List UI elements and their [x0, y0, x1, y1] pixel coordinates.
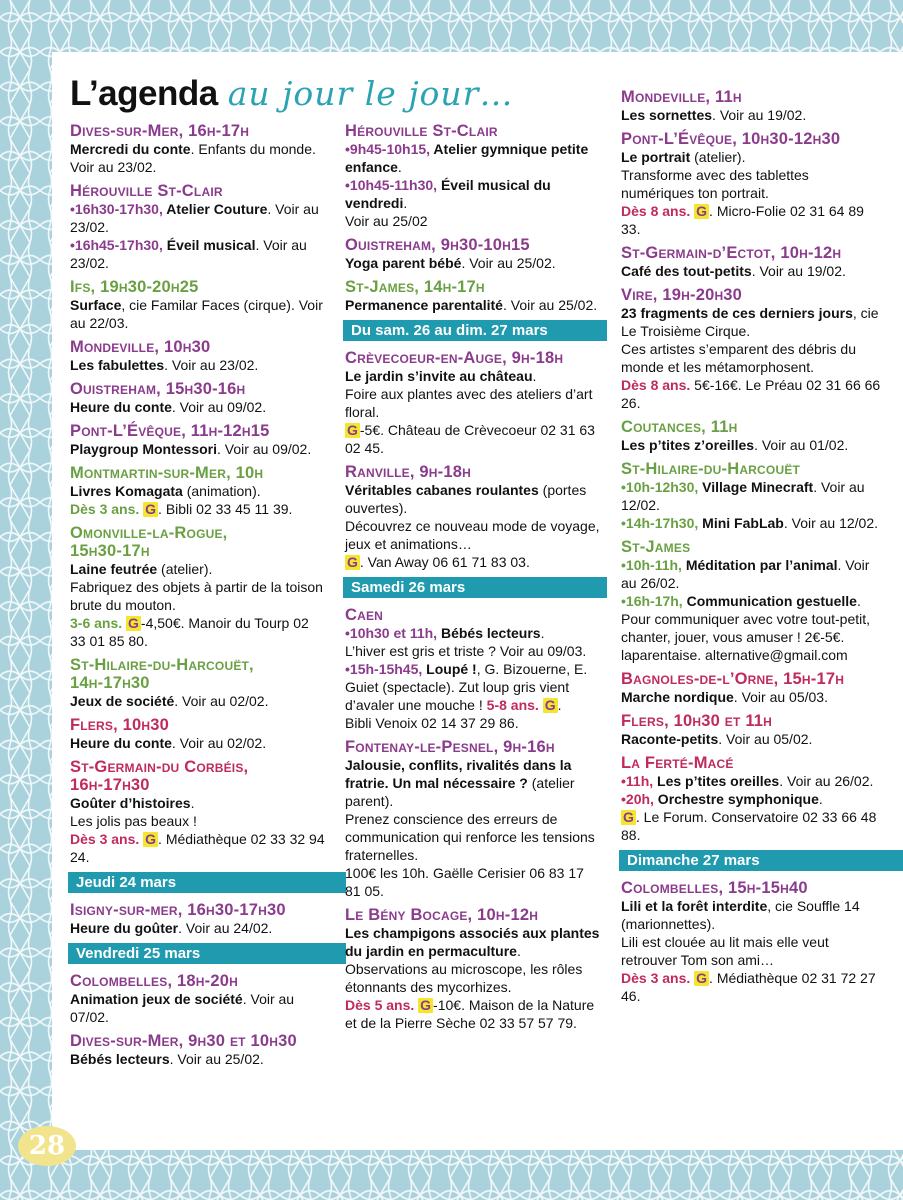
event-text: Playgroup Montessori. Voir au 09/02. [70, 441, 312, 457]
event-heading: Ouistreham, 15h30-16h [70, 380, 246, 398]
event-heading: Bagnoles-de-l’Orne, 15h-17h [621, 670, 845, 688]
event-entry [70, 901, 328, 937]
column-3 [621, 88, 885, 1011]
event-text: Bébés lecteurs. Voir au 25/02. [70, 1051, 264, 1067]
free-badge: G [347, 554, 358, 570]
event-heading: Ouistreham, 9h30-10h15 [345, 236, 530, 254]
event-heading: Ifs, 19h30-20h25 [70, 278, 199, 296]
event-heading: St-Germain-d’Ectot, 10h-12h [621, 244, 842, 262]
event-entry [345, 606, 603, 732]
event-entry [621, 88, 885, 124]
event-entry [621, 538, 885, 664]
event-heading: Montmartin-sur-Mer, 10h [70, 464, 264, 482]
event-text: Découvrez ce nouveau mode de voyage, jeux et animations… [345, 518, 600, 552]
event-heading: Colombelles, 18h-20h [70, 972, 238, 990]
event-text: Transforme avec des tablettes numériques ton portrait. [621, 167, 809, 201]
event-entry [621, 130, 885, 238]
event-text: Heure du conte. Voir au 02/02. [70, 735, 267, 751]
event-entry [345, 906, 603, 1032]
event-entry [621, 286, 885, 412]
event-entry [621, 418, 885, 454]
event-heading: Isigny-sur-mer, 16h30-17h30 [70, 901, 286, 919]
event-heading: 16h-17h30 [70, 776, 150, 794]
event-text: Livres Komagata (animation). [70, 483, 261, 499]
event-info: Dès 8 ans. 5€-16€. Le Préau 02 31 66 66 26. [621, 377, 881, 411]
event-text: Lili et la forêt interdite, cie Souffle 14 (marionnettes). [621, 898, 860, 932]
event-entry [621, 460, 885, 532]
event-text: •16h30-17h30, Atelier Couture. Voir au 23/02. [70, 201, 319, 235]
event-text: 23 fragments de ces derniers jours, cie Le Troisième Cirque. [621, 305, 879, 339]
event-heading: Coutances, 11h [621, 418, 738, 436]
event-text: Voir au 25/02 [345, 213, 428, 229]
free-badge: G [145, 831, 157, 847]
event-entry [70, 278, 328, 332]
date-band: Samedi 26 mars [343, 577, 607, 598]
event-entry [70, 524, 328, 650]
event-entry [621, 754, 885, 844]
event-entry [70, 422, 328, 458]
event-text: •10h45-11h30, Éveil musical du vendredi. [345, 177, 551, 211]
event-text: Goûter d’histoires. [70, 795, 195, 811]
event-heading: 14h-17h30 [70, 674, 150, 692]
event-text: •9h45-10h15, Atelier gymnique petite enfance. [345, 141, 589, 175]
event-entry [345, 738, 603, 900]
event-text: 100€ les 10h. Gaëlle Cerisier 06 83 17 81 05. [345, 865, 584, 899]
event-entry [70, 972, 328, 1026]
event-entry [70, 338, 328, 374]
event-heading: Pont-L’Évêque, 10h30-12h30 [621, 130, 841, 148]
event-text: Véritables cabanes roulantes (portes ouvertes). [345, 482, 587, 516]
event-text: L’hiver est gris et triste ? Voir au 09/03. [345, 643, 587, 659]
event-text: Les fabulettes. Voir au 23/02. [70, 357, 259, 373]
event-entry [70, 1032, 328, 1068]
event-entry [345, 278, 603, 314]
event-entry [345, 463, 603, 571]
event-entry [345, 349, 603, 457]
event-entry [621, 670, 885, 706]
event-text: Jeux de société. Voir au 02/02. [70, 693, 269, 709]
event-text: Foire aux plantes avec des ateliers d’art floral. [345, 386, 593, 420]
event-heading: Dives-sur-Mer, 16h-17h [70, 122, 250, 140]
event-heading: La Ferté-Macé [621, 754, 734, 772]
event-heading: St-James, 14h-17h [345, 278, 485, 296]
event-text: Les jolis pas beaux ! [70, 813, 197, 829]
event-text: •14h-17h30, Mini FabLab. Voir au 12/02. [621, 515, 879, 531]
event-info: Dès 3 ans. G . Médiathèque 02 31 72 27 46. [621, 970, 876, 1004]
date-band: Du sam. 26 au dim. 27 mars [343, 320, 607, 341]
event-entry [621, 244, 885, 280]
event-entry [70, 464, 328, 518]
event-text: Ces artistes s’emparent des débris du monde et les métamorphosent. [621, 341, 856, 375]
column-2 [345, 122, 603, 1038]
event-text: Bibli Venoix 02 14 37 29 86. [345, 715, 519, 731]
event-text: Heure du goûter. Voir au 24/02. [70, 920, 273, 936]
event-heading: Colombelles, 15h-15h40 [621, 879, 808, 897]
event-heading: St-Hilaire-du-Harcouët [621, 460, 801, 478]
event-text: Surface, cie Familar Faces (cirque). Voir au 22/03. [70, 297, 323, 331]
event-text: Marche nordique. Voir au 05/03. [621, 689, 828, 705]
event-heading: St-Germain-du Corbéis, [70, 758, 249, 776]
agenda-title: L’agenda [70, 74, 218, 113]
event-text: •16h-17h, Communication gestuelle. Pour communiquer avec votre tout-petit, chanter, jouer, vous amuser ! 2€-5€. laparentaise. alternative@gmail.com [621, 593, 871, 663]
event-entry [345, 236, 603, 272]
event-text: Raconte-petits. Voir au 05/02. [621, 731, 813, 747]
event-heading: Fontenay-le-Pesnel, 9h-16h [345, 738, 555, 756]
event-heading: Ranville, 9h-18h [345, 463, 471, 481]
event-info: G -5€. Château de Crèvecoeur 02 31 63 02 45. [345, 422, 595, 456]
event-info: Dès 5 ans. G -10€. Maison de la Nature et de la Pierre Sèche 02 33 57 57 79. [345, 997, 595, 1031]
event-entry [70, 716, 328, 752]
agenda-subtitle: au jour le jour… [227, 74, 514, 113]
event-info: G . Van Away 06 61 71 83 03. [347, 554, 530, 570]
date-band: Vendredi 25 mars [68, 943, 346, 964]
event-text: •10h-12h30, Village Minecraft. Voir au 12/02. [621, 479, 865, 513]
event-text: Permanence parentalité. Voir au 25/02. [345, 297, 598, 313]
event-text: •15h-15h45, Loupé !, G. Bizouerne, E. Guiet (spectacle). Zut loup gris vient d’avaler une mouche ! 5-8 ans. G . [345, 661, 588, 713]
event-text: Les champigons associés aux plantes du jardin en permaculture. [345, 925, 600, 959]
event-text: •10h30 et 11h, Bébés lecteurs. [345, 625, 545, 641]
event-entry [621, 712, 885, 748]
event-heading: Vire, 19h-20h30 [621, 286, 743, 304]
event-info: Dès 8 ans. G . Micro-Folie 02 31 64 89 33. [621, 203, 864, 237]
event-heading: Flers, 10h30 [70, 716, 170, 734]
event-text: Les p’tites z’oreilles. Voir au 01/02. [621, 437, 849, 453]
event-heading: Dives-sur-Mer, 9h30 et 10h30 [70, 1032, 297, 1050]
event-entry [70, 122, 328, 176]
event-heading: Flers, 10h30 et 11h [621, 712, 773, 730]
event-text: •20h, Orchestre symphonique. [621, 791, 823, 807]
event-heading: 15h30-17h [70, 542, 150, 560]
event-heading: Mondeville, 10h30 [70, 338, 211, 356]
event-heading: St-James [621, 538, 691, 556]
event-text: Jalousie, conflits, rivalités dans la fratrie. Un mal nécessaire ? (atelier parent). [345, 757, 575, 809]
event-text: Prenez conscience des erreurs de communication qui renforce les tensions fraternelles. [345, 811, 595, 863]
event-entry [345, 122, 603, 230]
date-band: Jeudi 24 mars [68, 872, 346, 893]
free-badge: G [696, 970, 708, 986]
event-text: Heure du conte. Voir au 09/02. [70, 399, 267, 415]
date-band: Dimanche 27 mars [619, 850, 903, 871]
free-badge: G [128, 615, 139, 631]
free-badge: G [347, 422, 358, 438]
event-text: Le jardin s’invite au château. [345, 368, 537, 384]
event-heading: Crèvecoeur-en-Auge, 9h-18h [345, 349, 564, 367]
event-text: Le portrait (atelier). [621, 149, 746, 165]
event-heading: Caen [345, 606, 384, 624]
page-number: 28 [18, 1126, 76, 1166]
event-text: Les sornettes. Voir au 19/02. [621, 107, 807, 123]
event-entry [70, 380, 328, 416]
event-info: Dès 3 ans. G . Bibli 02 33 45 11 39. [70, 501, 293, 517]
event-heading: Hérouville St-Clair [345, 122, 498, 140]
event-text: Observations au microscope, les rôles étonnants des mycorhizes. [345, 961, 583, 995]
event-info: G . Le Forum. Conservatoire 02 33 66 48 88. [621, 809, 877, 843]
event-heading: Pont-L’Évêque, 11h-12h15 [70, 422, 270, 440]
event-text: Mercredi du conte. Enfants du monde. Voir au 23/02. [70, 141, 316, 175]
event-entry [70, 182, 328, 272]
event-text: Lili est clouée au lit mais elle veut retrouver Tom son ami… [621, 934, 829, 968]
column-1 [70, 122, 328, 1074]
event-heading: Le Bény Bocage, 10h-12h [345, 906, 539, 924]
event-text: Fabriquez des objets à partir de la toison brute du mouton. [70, 579, 323, 613]
event-info: 3-6 ans. G -4,50€. Manoir du Tourp 02 33 01 85 80. [70, 615, 309, 649]
event-entry [621, 879, 885, 1005]
free-badge: G [696, 203, 708, 219]
event-text: Yoga parent bébé. Voir au 25/02. [345, 255, 556, 271]
event-heading: St-Hilaire-du-Harcouët, [70, 656, 254, 674]
free-badge: G [623, 809, 634, 825]
event-text: Café des tout-petits. Voir au 19/02. [621, 263, 846, 279]
event-text: Laine feutrée (atelier). [70, 561, 213, 577]
event-text: Animation jeux de société. Voir au 07/02. [70, 991, 295, 1025]
event-info: Dès 3 ans. G . Médiathèque 02 33 32 94 24. [70, 831, 325, 865]
event-heading: Hérouville St-Clair [70, 182, 223, 200]
event-text: •16h45-17h30, Éveil musical. Voir au 23/02. [70, 237, 307, 271]
free-badge: G [145, 501, 157, 517]
event-heading: Mondeville, 11h [621, 88, 742, 106]
event-text: •11h, Les p’tites oreilles. Voir au 26/02. [621, 773, 874, 789]
event-entry [70, 758, 328, 866]
free-badge: G [420, 997, 432, 1013]
agenda-page [52, 52, 903, 1150]
event-heading: Omonville-la-Rogue, [70, 524, 228, 542]
event-entry [70, 656, 328, 710]
event-text: •10h-11h, Méditation par l’animal. Voir au 26/02. [621, 557, 870, 591]
free-badge: G [544, 697, 556, 713]
